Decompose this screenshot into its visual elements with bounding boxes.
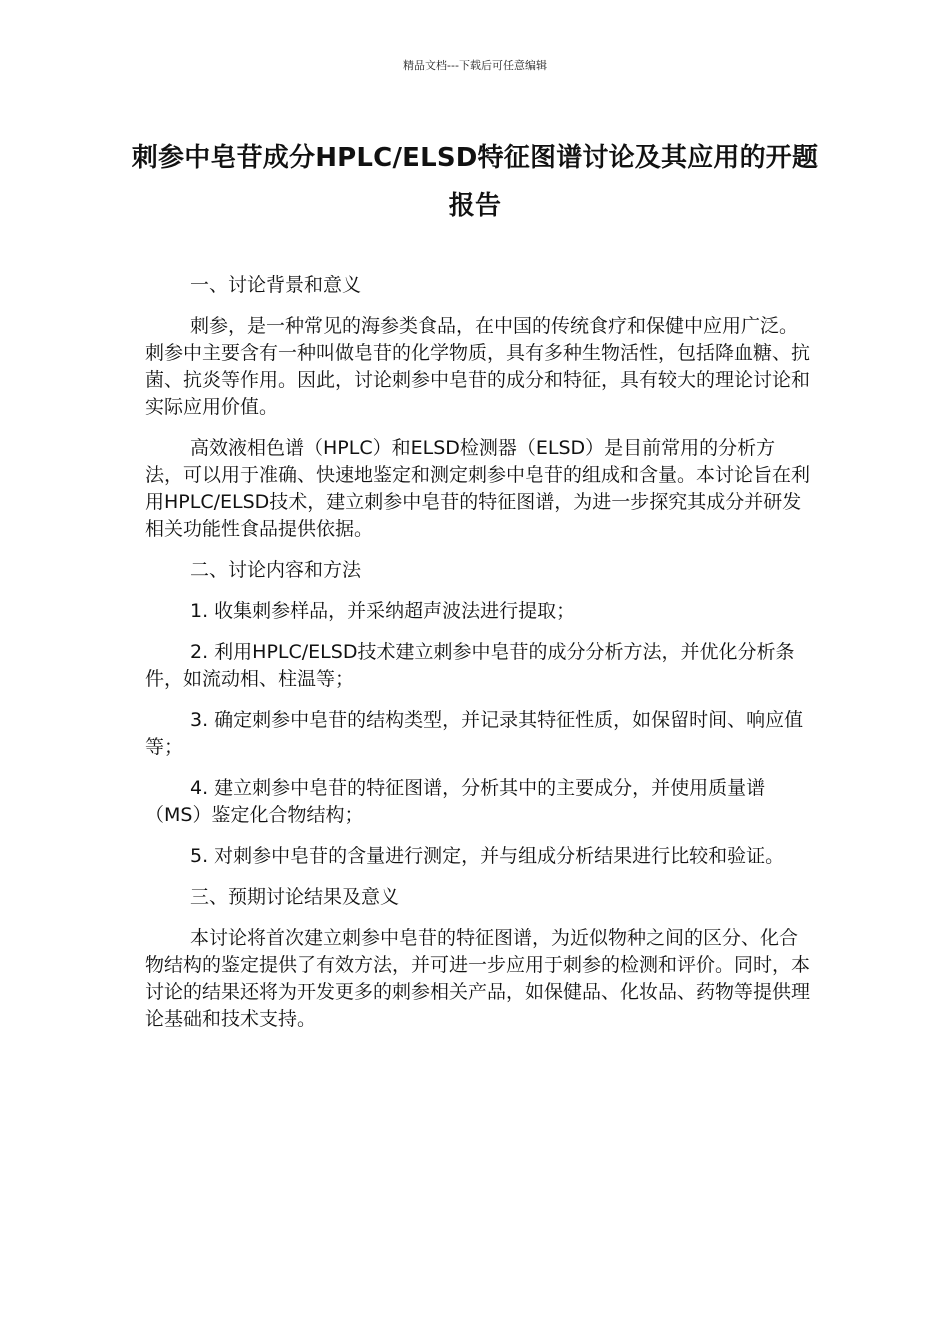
paragraph-method-overview: 高效液相色谱（HPLC）和ELSD检测器（ELSD）是目前常用的分析方法，可以用于准确、快速地鉴定和测定刺参中皂苷的组成和含量。本讨论旨在利用HPLC/ELSD技术，建立刺参中皂苷的特征图谱，为进一步探究其成分并研发相关功能性食品提供依据。 [145,437,811,540]
paragraph-conclusion: 本讨论将首次建立刺参中皂苷的特征图谱，为近似物种之间的区分、化合物结构的鉴定提供了有效方法，并可进一步应用于刺参的检测和评价。同时，本讨论的结果还将为开发更多的刺参相关产品，如保健品、化妆品、药物等提供理论基础和技术支持。 [145,927,811,1030]
list-item-3: 3. 确定刺参中皂苷的结构类型，并记录其特征性质，如保留时间、响应值等； [145,709,804,758]
paragraph-intro: 刺参，是一种常见的海参类食品，在中国的传统食疗和保健中应用广泛。刺参中主要含有一种叫做皂苷的化学物质，具有多种生物活性，包括降血糖、抗菌、抗炎等作用。因此，讨论刺参中皂苷的成分和特征，具有较大的理论讨论和实际应用价值。 [145,315,811,418]
list-item-2: 2. 利用HPLC/ELSD技术建立刺参中皂苷的成分分析方法，并优化分析条件，如流动相、柱温等； [145,641,795,690]
document-body [145,272,810,1047]
section-heading-content-methods: 二、讨论内容和方法 [190,559,362,581]
list-item-4: 4. 建立刺参中皂苷的特征图谱，分析其中的主要成分，并使用质量谱（MS）鉴定化合物结构； [145,777,766,826]
section-heading-expected-results: 三、预期讨论结果及意义 [190,886,400,908]
section-heading-background: 一、讨论背景和意义 [190,274,362,296]
document-title: 刺参中皂苷成分HPLC/ELSD特征图谱讨论及其应用的开题报告 [131,143,819,221]
list-item-1: 1. 收集刺参样品，并采纳超声波法进行提取； [190,600,576,622]
header-note: 精品文档---下载后可任意编辑 [403,59,547,72]
list-item-5: 5. 对刺参中皂苷的含量进行测定，并与组成分析结果进行比较和验证。 [190,845,785,867]
